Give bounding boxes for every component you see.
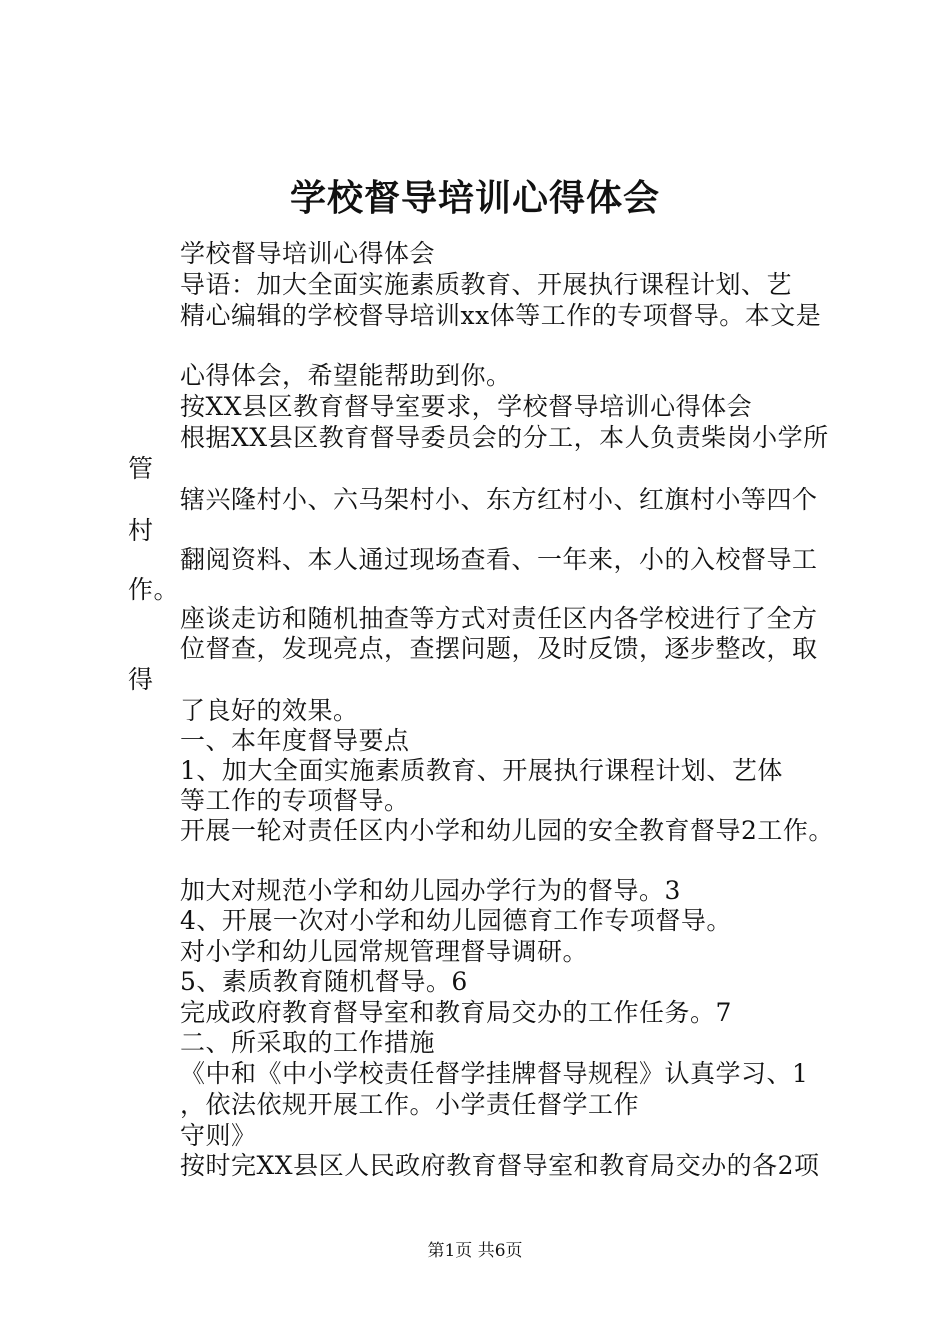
body-line: 等工作的专项督导。 bbox=[180, 786, 410, 815]
body-line: 4、开展一次对小学和幼儿园德育工作专项督导。 bbox=[180, 906, 732, 935]
body-line: 开展一轮对责任区内小学和幼儿园的安全教育督导2工作。 bbox=[180, 816, 834, 845]
body-line: 翻阅资料、本人通过现场查看、一年来，小的入校督导工 bbox=[180, 545, 818, 574]
body-line: 5、素质教育随机督导。6 bbox=[180, 967, 468, 996]
body-line: 学校督导培训心得体会 bbox=[180, 239, 436, 268]
body-line: 了良好的效果。 bbox=[180, 696, 359, 725]
body-line: 加大对规范小学和幼儿园办学行为的督导。3 bbox=[180, 876, 681, 905]
body-line: 1、加大全面实施素质教育、开展执行课程计划、艺体 bbox=[180, 756, 783, 785]
body-line: 完成政府教育督导室和教育局交办的工作任务。7 bbox=[180, 998, 732, 1027]
body-line: 导语：加大全面实施素质教育、开展执行课程计划、艺 bbox=[180, 270, 793, 299]
body-line: 精心编辑的学校督导培训xx体等工作的专项督导。本文是 bbox=[180, 301, 822, 330]
body-line: 得 bbox=[128, 665, 154, 694]
body-line: ，依法依规开展工作。小学责任督学工作 bbox=[180, 1090, 640, 1119]
document-title: 学校督导培训心得体会 bbox=[289, 177, 660, 219]
page-footer: 第1页 共6页 bbox=[427, 1241, 523, 1261]
body-line: 根据XX县区教育督导委员会的分工，本人负责柴岗小学所 bbox=[180, 423, 829, 452]
body-line: 心得体会，希望能帮助到你。 bbox=[180, 361, 512, 390]
body-line: 座谈走访和随机抽查等方式对责任区内各学校进行了全方 bbox=[180, 604, 818, 633]
body-line: 一、本年度督导要点 bbox=[180, 726, 410, 755]
body-line: 按时完XX县区人民政府教育督导室和教育局交办的各2项 bbox=[180, 1151, 820, 1180]
body-line: 《中和《中小学校责任督学挂牌督导规程》认真学习、1 bbox=[180, 1059, 809, 1088]
body-line: 对小学和幼儿园常规管理督导调研。 bbox=[180, 937, 589, 966]
body-line: 按XX县区教育督导室要求，学校督导培训心得体会 bbox=[180, 392, 753, 421]
body-line: 二、所采取的工作措施 bbox=[180, 1028, 436, 1057]
body-line: 作。 bbox=[128, 575, 180, 604]
body-line: 位督查，发现亮点，查摆问题，及时反馈，逐步整改，取 bbox=[180, 634, 818, 663]
body-line: 村 bbox=[128, 516, 154, 545]
body-line: 守则》 bbox=[180, 1121, 257, 1150]
body-line: 管 bbox=[128, 454, 154, 483]
body-line: 辖兴隆村小、六马架村小、东方红村小、红旗村小等四个 bbox=[180, 485, 818, 514]
